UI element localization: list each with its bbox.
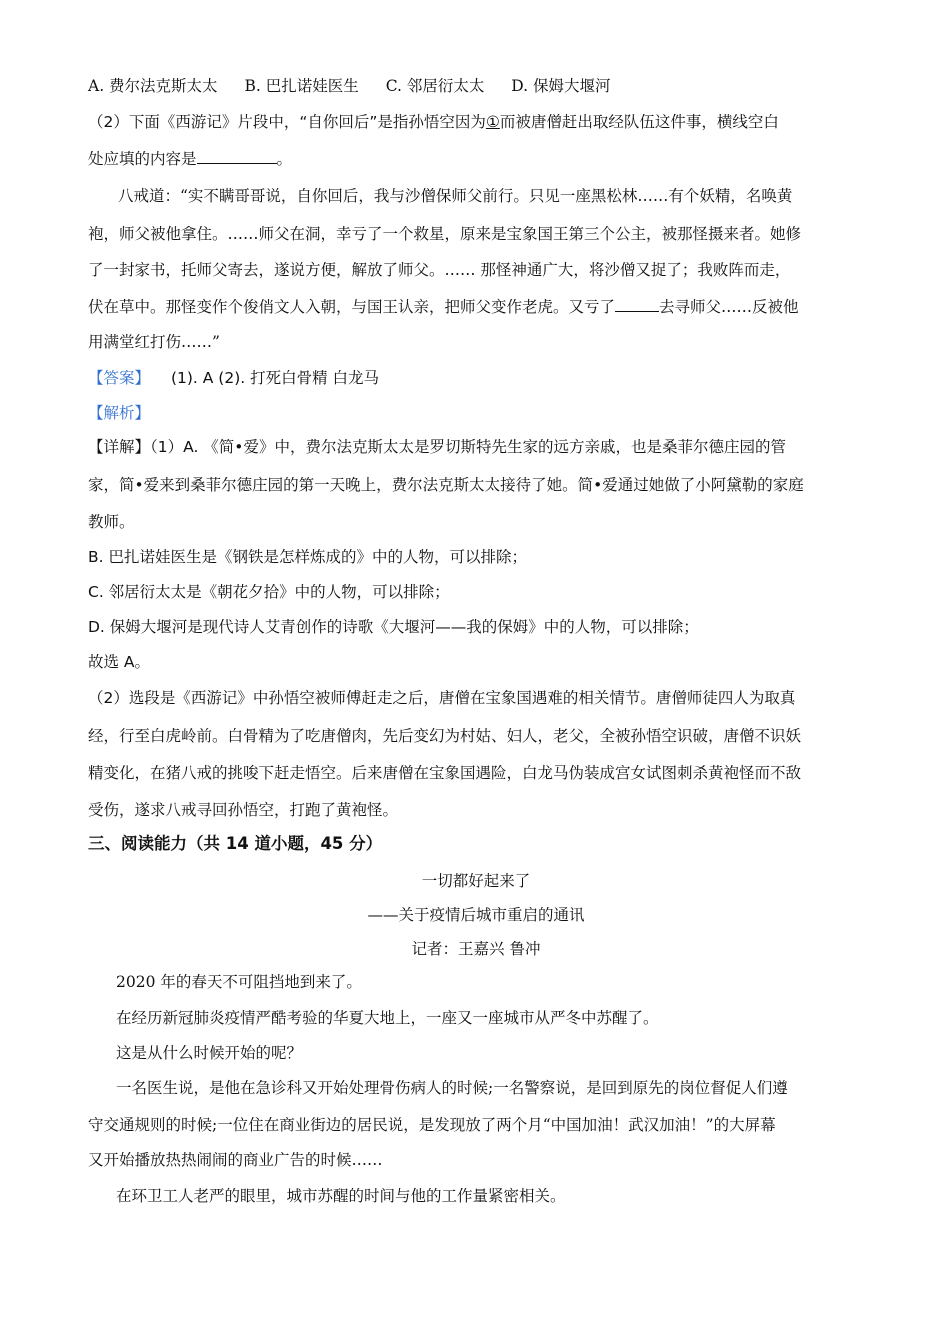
option-a: A. 费尔法克斯太太 [88, 77, 218, 95]
excerpt-blank [615, 296, 659, 312]
detail-line: 受伤，遂求八戒寻回孙悟空，打跑了黄袍怪。 [88, 801, 399, 819]
detail-row [88, 437, 786, 457]
detail-line: B. 巴扎诺娃医生是《钢铁是怎样炼成的》中的人物，可以排除； [88, 548, 527, 566]
detail-tag: 【详解】 [88, 438, 151, 456]
excerpt-text-continued: 去寻师父……反被他 [659, 298, 799, 316]
excerpt-line: 八戒道：“实不瞒哥哥说，自你回后，我与沙僧保师父前行。只见一座黑松林……有个妖精，名唤黄 [118, 187, 793, 205]
article-paragraph: 一名医生说，是他在急诊科又开始处理骨伤病人的时候;一名警察说，是回到原先的岗位督促人们遵 [116, 1079, 788, 1097]
answer-tag: 【答案】 [88, 369, 151, 387]
detail-line: 精变化，在猪八戒的挑唆下赶走悟空。后来唐僧在宝象国遇险，白龙马伪装成宫女试图刺杀黄袍怪而不敌 [88, 764, 802, 782]
prompt-period: 。 [276, 150, 293, 168]
detail-line: D. 保姆大堰河是现代诗人艾青创作的诗歌《大堰河——我的保姆》中的人物，可以排除； [88, 618, 699, 636]
detail-line: 家，简•爱来到桑菲尔德庄园的第一天晚上，费尔法克斯太太接待了她。简•爱通过她做了小阿黛勒的家庭 [88, 476, 804, 494]
option-d: D. 保姆大堰河 [511, 77, 611, 95]
analysis-row [88, 403, 150, 423]
section-heading: 三、阅读能力（共 14 道小题，45 分） [88, 834, 383, 853]
answer-blank [197, 148, 277, 164]
article-paragraph: 在经历新冠肺炎疫情严酷考验的华夏大地上，一座又一座城市从严冬中苏醒了。 [116, 1009, 659, 1027]
excerpt-line: 袍，师父被他拿住。……师父在洞，幸亏了一个救星，原来是宝象国王第三个公主，被那怪摄来者。她修 [88, 225, 802, 243]
excerpt-line: 了一封家书，托师父寄去，遂说方便，解放了师父。…… 那怪神通广大，将沙僧又捉了；我败阵而走， [88, 261, 791, 279]
analysis-tag: 【解析】 [88, 404, 151, 422]
prompt-text-continued: 而被唐僧赶出取经队伍这件事，横线空白 [499, 113, 779, 131]
excerpt-line: 用满堂红打伤……” [88, 333, 220, 351]
circled-number: ① [485, 113, 500, 131]
question1-options [88, 76, 633, 96]
detail-line: 故选 A。 [88, 653, 151, 671]
excerpt-text: 伏在草中。那怪变作个俊俏文人入朝，与国王认亲，把师父变作老虎。又亏了 [88, 298, 616, 316]
option-b: B. 巴扎诺娃医生 [244, 77, 359, 95]
answer-row [88, 368, 379, 388]
article-paragraph: 这是从什么时候开始的呢？ [116, 1044, 303, 1062]
detail-line: C. 邻居衍太太是《朝花夕拾》中的人物，可以排除； [88, 583, 450, 601]
article-byline: 记者：王嘉兴 鲁冲 [411, 940, 541, 958]
detail-line: （1）A. 《简•爱》中，费尔法克斯太太是罗切斯特先生家的远方亲戚，也是桑菲尔德庄园的管 [150, 438, 786, 456]
detail-line: 经，行至白虎岭前。白骨精为了吃唐僧肉，先后变幻为村姑、妇人，老父，全被孙悟空识破，唐僧不识妖 [88, 727, 802, 745]
answer-content: (1). A (2). 打死白骨精 白龙马 [170, 369, 380, 387]
article-paragraph: 在环卫工人老严的眼里，城市苏醒的时间与他的工作量紧密相关。 [116, 1187, 566, 1205]
prompt-text: 处应填的内容是 [88, 150, 197, 168]
detail-line: （2）选段是《西游记》中孙悟空被师傅赶走之后，唐僧在宝象国遇难的相关情节。唐僧师徒四人为取真 [88, 689, 796, 707]
article-paragraph: 2020 年的春天不可阻挡地到来了。 [116, 973, 362, 991]
article-subtitle: ——关于疫情后城市重启的通讯 [367, 906, 585, 924]
question2-prompt-line1 [88, 112, 779, 132]
option-c: C. 邻居衍太太 [385, 77, 485, 95]
question2-prompt-line2 [88, 148, 292, 169]
prompt-text: （2）下面《西游记》片段中，“自你回后”是指孙悟空因为 [88, 113, 486, 131]
article-paragraph-continued: 又开始播放热热闹闹的商业广告的时候…… [88, 1151, 383, 1169]
excerpt-line [88, 296, 799, 317]
article-title: 一切都好起来了 [421, 872, 531, 890]
detail-line: 教师。 [88, 513, 135, 531]
article-paragraph-continued: 守交通规则的时候;一位住在商业街边的居民说，是发现放了两个月“中国加油！武汉加油！”的大屏幕 [88, 1116, 776, 1134]
